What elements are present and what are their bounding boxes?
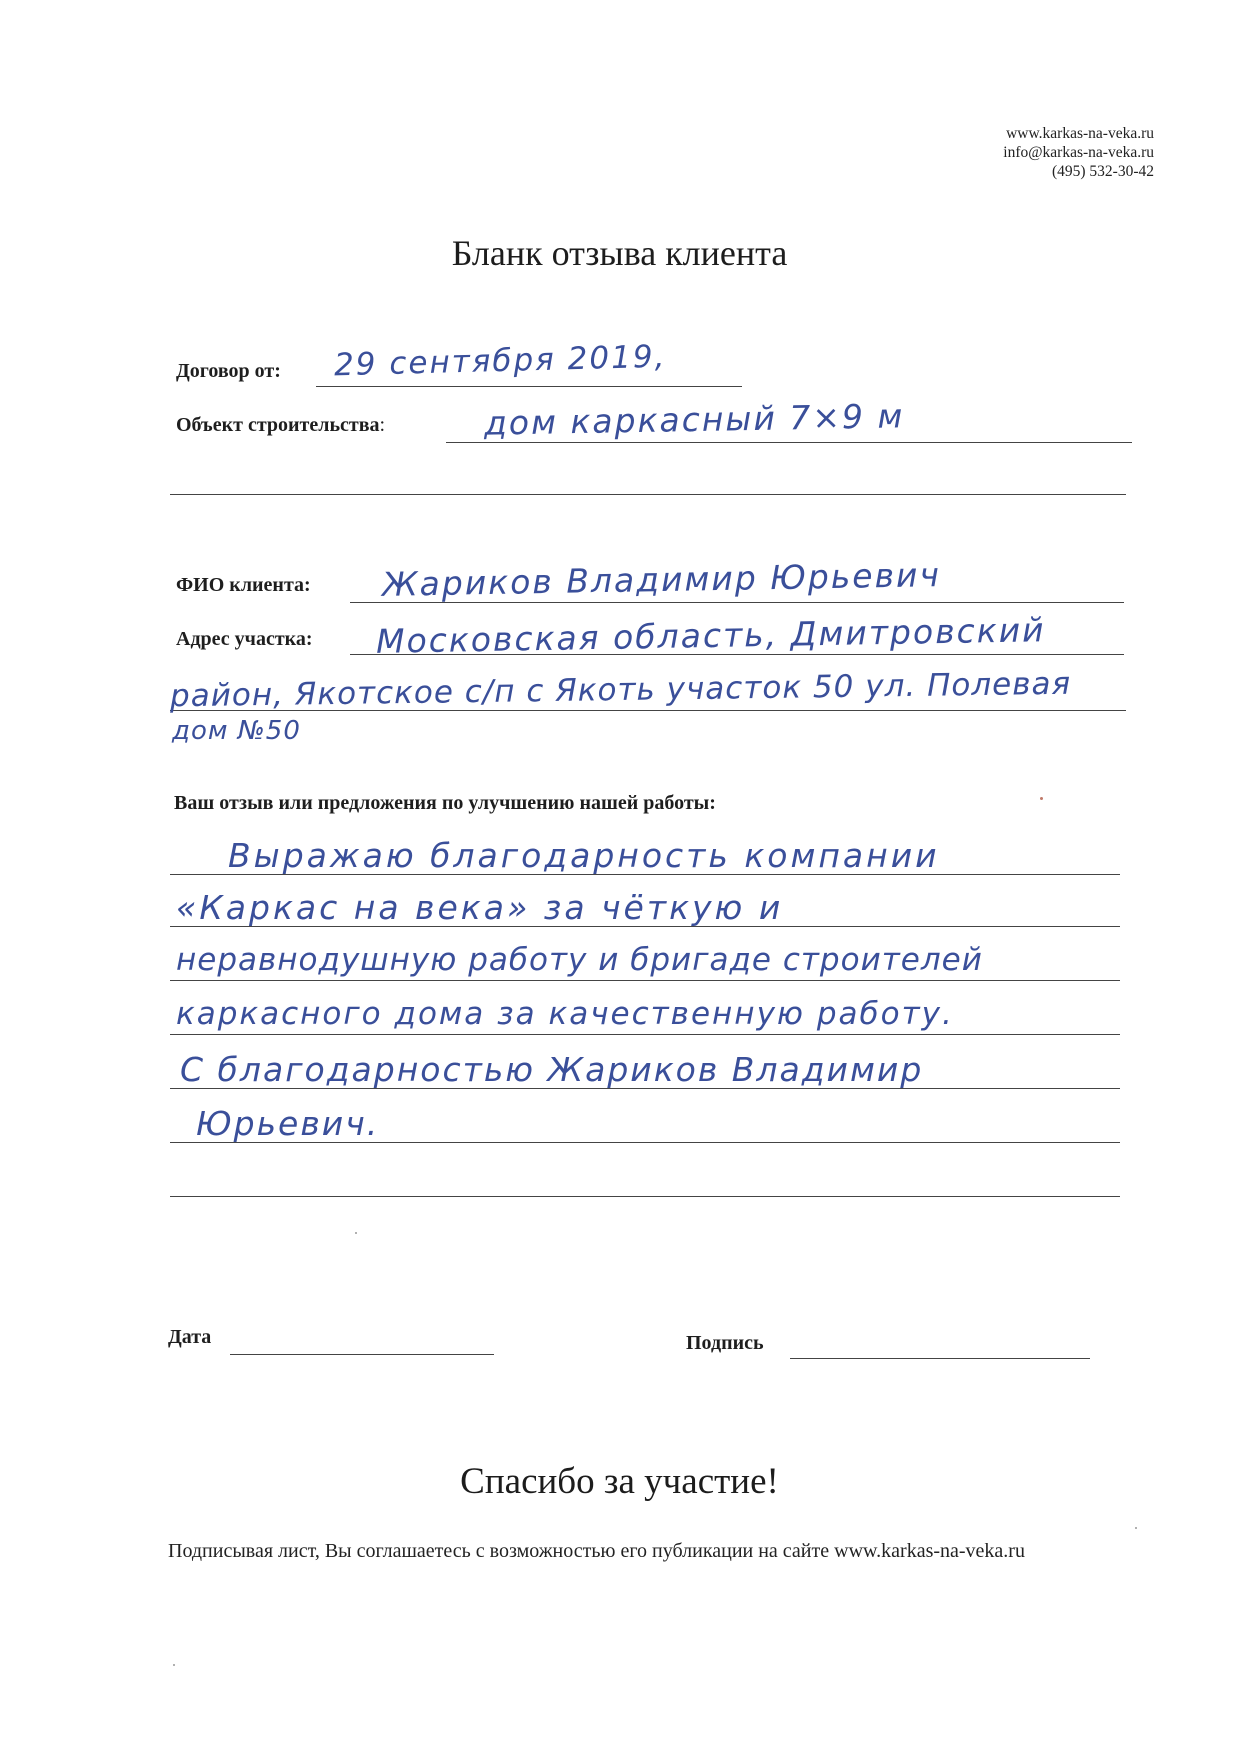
thanks-heading: Спасибо за участие! — [460, 1461, 779, 1502]
contact-block — [1003, 124, 1154, 181]
contract-handwritten-value: 29 сентября 2019, — [333, 338, 667, 384]
phone-text: (495) 532-30-42 — [1051, 163, 1154, 180]
date-label: Дата — [168, 1326, 212, 1348]
scan-speck — [1135, 1527, 1137, 1529]
address-label: Адрес участка: — [176, 628, 313, 650]
feedback-handwritten-line-3: неравнодушную работу и бригаде строителей — [176, 942, 983, 978]
object-handwritten-value: дом каркасный 7×9 м — [483, 396, 905, 443]
address-handwritten-line-2: район, Якотское с/п с Якоть участок 50 ул. Полевая — [169, 665, 1072, 715]
address-handwritten-line-3: дом №50 — [172, 716, 301, 746]
object-label — [176, 414, 385, 437]
scan-speck — [355, 1232, 357, 1234]
feedback-rule-3 — [170, 980, 1120, 981]
scan-speck — [1040, 797, 1043, 800]
feedback-handwritten-line-4: каркасного дома за качественную работу. — [176, 996, 954, 1032]
feedback-handwritten-line-5: С благодарностью Жариков Владимир — [180, 1050, 924, 1089]
client-label: ФИО клиента: — [176, 574, 311, 596]
scan-speck — [173, 1664, 175, 1666]
client-handwritten-value: Жариков Владимир Юрьевич — [381, 555, 942, 604]
object-extra-line — [170, 494, 1126, 495]
feedback-handwritten-line-1: Выражаю благодарность компании — [228, 836, 940, 875]
contract-label: Договор от: — [176, 360, 281, 382]
email-text: info@karkas-na-veka.ru — [1003, 144, 1154, 161]
form-title: Бланк отзыва клиента — [451, 233, 788, 273]
object-label-colon: : — [379, 414, 386, 436]
object-label-text: Объект строительства — [176, 414, 380, 436]
feedback-label: Ваш отзыв или предложения по улучшению нашей работы: — [174, 792, 716, 814]
address-handwritten-line-1: Московская область, Дмитровский — [375, 610, 1046, 661]
feedback-handwritten-line-2: «Каркас на века» за чёткую и — [176, 888, 784, 927]
feedback-handwritten-line-6: Юрьевич. — [196, 1104, 380, 1143]
signature-label: Подпись — [686, 1332, 764, 1354]
website-text: www.karkas-na-veka.ru — [1006, 125, 1154, 142]
consent-text: Подписывая лист, Вы соглашаетесь с возможностью его публикации на сайте www.karkas-na-veka.ru — [168, 1540, 1025, 1562]
signature-line — [790, 1358, 1090, 1359]
object-line — [446, 442, 1132, 443]
feedback-rule-4 — [170, 1034, 1120, 1035]
feedback-rule-7 — [170, 1196, 1120, 1197]
date-line — [230, 1354, 494, 1355]
contract-line — [316, 386, 742, 387]
